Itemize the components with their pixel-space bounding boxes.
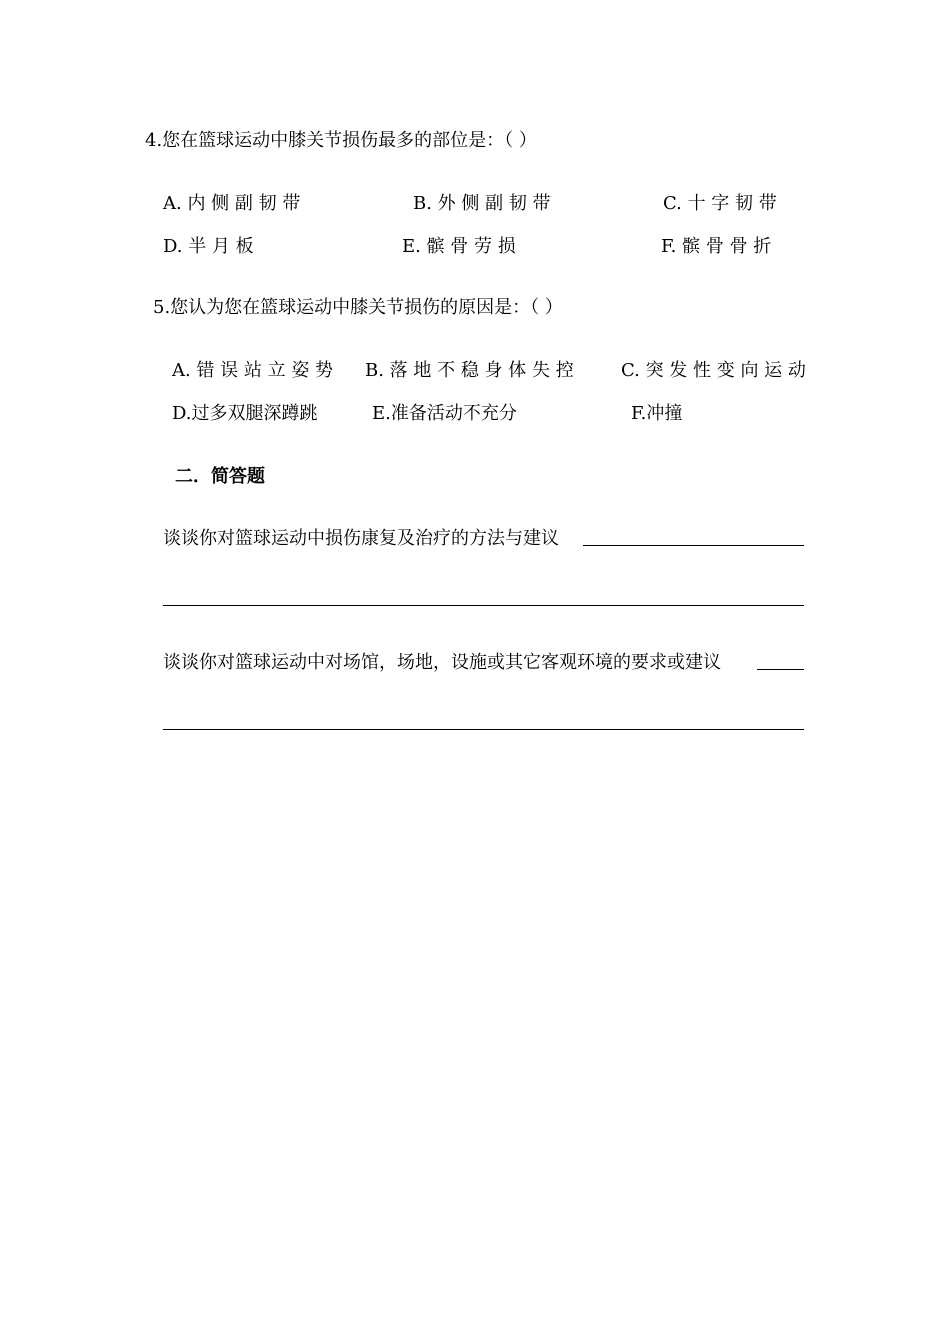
q5-option-d[interactable]: D.过多双腿深蹲跳 xyxy=(172,403,318,424)
essay-2-answer-line[interactable] xyxy=(163,729,804,730)
q4-option-f[interactable]: F. 髌 骨 骨 折 xyxy=(661,236,772,257)
q5-option-e[interactable]: E.准备活动不充分 xyxy=(372,403,517,424)
essay-1-answer-blank-inline[interactable] xyxy=(583,545,804,546)
essay-2-answer-blank-inline[interactable] xyxy=(757,669,804,670)
q4-option-b[interactable]: B. 外 侧 副 韧 带 xyxy=(413,193,551,214)
essay-1-answer-line[interactable] xyxy=(163,605,804,606)
q4-option-d[interactable]: D. 半 月 板 xyxy=(163,236,254,257)
q5-option-c[interactable]: C. 突 发 性 变 向 运 动 xyxy=(621,360,806,381)
q4-option-a[interactable]: A. 内 侧 副 韧 带 xyxy=(163,193,301,214)
q5-option-f[interactable]: F.冲撞 xyxy=(631,403,683,424)
q4-option-c[interactable]: C. 十 字 韧 带 xyxy=(663,193,777,214)
essay-question-1: 谈谈你对篮球运动中损伤康复及治疗的方法与建议 xyxy=(163,528,559,549)
q5-option-b[interactable]: B. 落 地 不 稳 身 体 失 控 xyxy=(365,360,574,381)
essay-question-2: 谈谈你对篮球运动中对场馆，场地，设施或其它客观环境的要求或建议 xyxy=(163,652,721,673)
question-5-prompt: 5.您认为您在篮球运动中膝关节损伤的原因是：（ ） xyxy=(153,297,563,318)
q5-option-a[interactable]: A. 错 误 站 立 姿 势 xyxy=(172,360,334,381)
q4-option-e[interactable]: E. 髌 骨 劳 损 xyxy=(402,236,516,257)
question-4-prompt: 4.您在篮球运动中膝关节损伤最多的部位是：（ ） xyxy=(145,130,537,151)
section-title-short-answer: 二．简答题 xyxy=(175,466,265,487)
